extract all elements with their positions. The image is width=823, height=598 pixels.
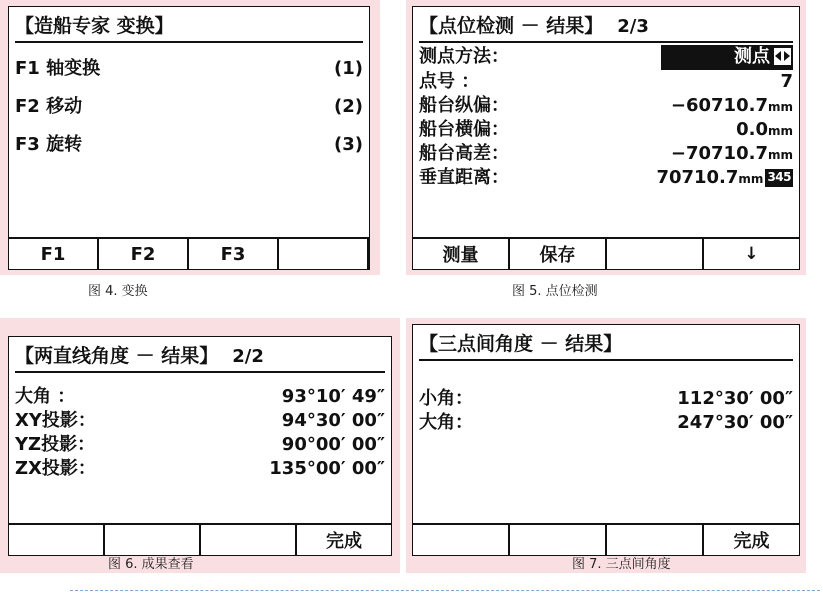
result-label: YZ投影：: [15, 433, 96, 455]
field-value: 70710.7: [656, 166, 739, 188]
field-row-longitudinal-offset[interactable]: [419, 94, 793, 118]
screen-title-row: [9, 337, 391, 370]
menu-list: [9, 43, 369, 157]
field-value: −70710.7: [670, 142, 768, 164]
result-label: 大角：: [419, 411, 473, 433]
field-label: 测点方法：: [419, 46, 509, 67]
result-row-small-angle: [419, 387, 793, 411]
result-row-yz-projection: [15, 433, 385, 457]
softkey-done[interactable]: 完成: [326, 531, 362, 552]
field-unit: mm: [767, 99, 793, 114]
field-value: 7: [780, 70, 793, 92]
figure-caption-5: 图 5. 点位检测: [512, 284, 598, 299]
screen-transform: [8, 6, 370, 270]
result-value: 90°00′ 00″: [281, 433, 385, 455]
field-label: 船台横偏：: [419, 118, 509, 140]
menu-item-index: (2): [334, 95, 363, 117]
figure-caption-6: 图 6. 成果查看: [108, 557, 194, 572]
softkey-empty[interactable]: [201, 525, 297, 555]
result-value: 112°30′ 00″: [677, 388, 793, 409]
result-row-large-angle: [419, 411, 793, 435]
list-item[interactable]: [15, 133, 363, 157]
softkey-save[interactable]: 保存: [510, 239, 607, 269]
menu-item-label: F3 旋转: [15, 133, 83, 155]
field-list: [413, 43, 799, 190]
field-row-measure-method[interactable]: [419, 45, 793, 70]
page-title: 【造船专家 变换】: [15, 15, 174, 37]
list-item[interactable]: [15, 57, 363, 81]
softkey-bar: [413, 523, 799, 555]
softkey-f3[interactable]: F3: [189, 239, 279, 269]
field-label: 垂直距离：: [419, 166, 509, 188]
softkey-empty[interactable]: [510, 525, 607, 555]
page-title: 【两直线角度 － 结果】: [15, 345, 219, 367]
field-value: 测点: [734, 46, 770, 67]
softkey-done[interactable]: 完成: [733, 531, 770, 552]
list-item[interactable]: [15, 95, 363, 119]
screen-three-point-angle: [412, 324, 800, 556]
figure-caption-4: 图 4. 变换: [88, 284, 148, 299]
result-value: 93°10′ 49″: [281, 386, 385, 407]
page-edge-marker: [70, 590, 820, 591]
field-label: 船台纵偏：: [419, 94, 509, 116]
result-value: 94°30′ 00″: [281, 409, 385, 431]
menu-item-index: (1): [334, 58, 363, 79]
field-row-transverse-offset[interactable]: [419, 118, 793, 142]
softkey-bar: [9, 237, 369, 269]
softkey-empty[interactable]: [413, 525, 510, 555]
field-unit: mm: [767, 123, 793, 138]
field-unit: mm: [738, 171, 764, 186]
menu-item-label: F2 移动: [15, 95, 83, 117]
softkey-bar: [9, 523, 391, 555]
softkey-empty[interactable]: [9, 525, 105, 555]
softkey-empty[interactable]: [105, 525, 201, 555]
result-row-zx-projection: [15, 457, 385, 481]
softkey-empty[interactable]: [279, 239, 369, 269]
field-value: 0.0: [736, 118, 768, 140]
field-row-point-number[interactable]: [419, 70, 793, 94]
figure-panel-transform: [0, 0, 380, 275]
figure-panel-three-point-angle: [406, 318, 806, 573]
left-right-arrows-icon[interactable]: [774, 48, 791, 65]
result-list: [9, 373, 391, 481]
result-row-large-angle: [15, 385, 385, 409]
softkey-page-down-icon[interactable]: ↓: [744, 244, 759, 264]
softkey-f1[interactable]: F1: [9, 239, 99, 269]
result-label: ZX投影：: [15, 457, 96, 479]
page-indicator: 2/2: [232, 346, 264, 367]
result-label: XY投影：: [15, 409, 96, 431]
selected-value-highlight[interactable]: [661, 45, 793, 70]
status-badge: 345: [765, 169, 793, 187]
field-row-height-difference[interactable]: [419, 142, 793, 166]
field-row-vertical-distance[interactable]: [419, 166, 793, 190]
screen-title-row: [9, 7, 369, 40]
menu-item-index: (3): [334, 133, 363, 155]
field-value: −60710.7: [670, 94, 768, 116]
page-title: 【三点间角度 － 结果】: [419, 333, 623, 355]
softkey-empty[interactable]: [607, 525, 704, 555]
screen-two-line-angle: [8, 336, 392, 556]
screen-title-row: [413, 325, 799, 358]
softkey-empty[interactable]: [607, 239, 704, 269]
result-label: 小角：: [419, 388, 473, 409]
softkey-bar: [413, 237, 799, 269]
field-unit: mm: [767, 147, 793, 162]
figure-panel-two-line-angle: [0, 318, 400, 573]
result-value: 247°30′ 00″: [677, 411, 793, 433]
screen-point-check: [412, 6, 800, 270]
screen-title-row: [413, 7, 799, 40]
figure-caption-7: 图 7. 三点间角度: [572, 557, 671, 572]
page-indicator: 2/3: [617, 16, 649, 37]
page-title: 【点位检测 － 结果】: [419, 15, 604, 37]
result-list: [413, 361, 799, 435]
softkey-measure[interactable]: 测量: [413, 239, 510, 269]
result-row-xy-projection: [15, 409, 385, 433]
field-label: 船台高差：: [419, 142, 509, 164]
softkey-f2[interactable]: F2: [99, 239, 189, 269]
field-label: 点号 ：: [419, 70, 480, 92]
menu-item-label: F1 轴变换: [15, 58, 101, 79]
result-value: 135°00′ 00″: [269, 457, 385, 479]
figure-panel-point-check: [406, 0, 806, 275]
result-label: 大角 ：: [15, 386, 76, 407]
